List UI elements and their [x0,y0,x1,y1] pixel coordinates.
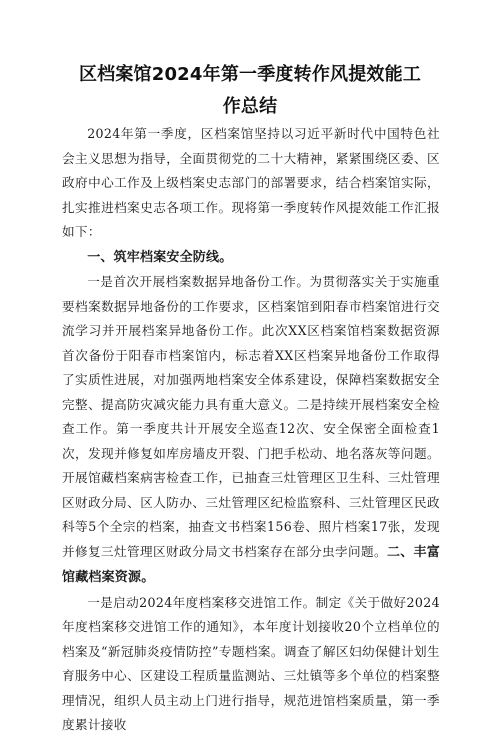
section-heading-2: 二、丰富馆藏档案资源。 [62,544,441,585]
document-title-line1: 区档案馆2024年第一季度转作风提效能工 [78,64,422,85]
section-2-paragraph: 一是启动2024年度档案移交进馆工作。制定《关于做好2024年度档案移交进馆工作的通知》，本年度计划接收20个立档单位的档案及“新冠肺炎疫情防控”专题档案。调查了解区妇幼保健计划生育服务中心、区建设工程质量监测站、三灶镇等多个单位的档案整理情况，组织人员主动上门进行指导，规范进馆档案质量，第一季度累计接收 [62,594,440,732]
document-title-line2: 作总结 [222,96,278,117]
section-heading-1 [62,245,440,271]
document-body [62,122,440,738]
intro-paragraph: 2024年第一季度，区档案馆坚持以习近平新时代中国特色社会主义思想为指导，全面贯彻党的二十大精神，紧紧围绕区委、区政府中心工作及上级档案史志部门的部署要求，结合档案馆实际，扎实推进档案史志各项工作。现将第一季度转作风提效能工作汇报如下： [62,126,440,239]
section-1-paragraph [62,270,440,591]
section-heading-1-text: 一、筑牢档案安全防线。 [87,249,233,265]
section-1-text: 一是首次开展档案数据异地备份工作。为贯彻落实关于实施重要档案数据异地备份的工作要求，区档案馆到阳春市档案馆进行交流学习并开展档案异地备份工作。此次XX区档案馆档案数据资源首次备份于阳春市档案馆内，标志着XX区档案异地备份工作取得了实质性进展，对加强两地档案安全体系建设，保障档案数据安全完整、提高防灾减灾能力具有重大意义。二是持续开展档案安全检查工作。第一季度共计开展安全巡查12次、安全保密全面检查1次，发现并修复如库房墙皮开裂、门把手松动、地名落灰等问题。开展馆藏档案病害检查工作，已抽查三灶管理区卫生科、三灶管理区财政分局、区人防办、三灶管理区纪检监察科、三灶管理区民政科等5个全宗的档案，抽查文书档案156卷、照片档案17张，发现并修复三灶管理区财政分局文书档案存在部分虫孛问题。 [62,274,440,559]
